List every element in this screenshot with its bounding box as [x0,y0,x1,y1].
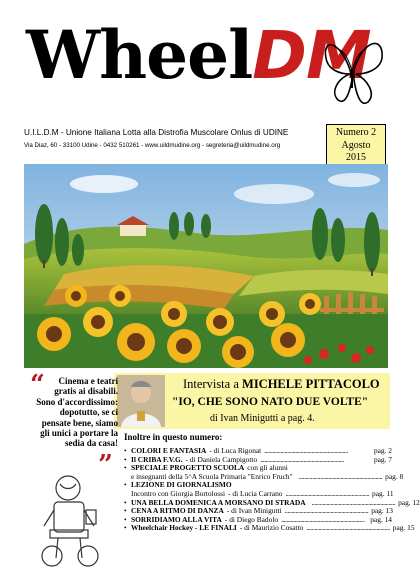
side-quote-line: dopotutto, se ci [59,407,118,418]
contents-page: pag. 2 [373,446,392,455]
issue-box [326,124,386,166]
contents-item [124,523,415,533]
contents-page: pag. 11 [372,488,394,498]
contents-title: CENA A RITMO DI DANZA [131,506,224,516]
contents-bullet: • [124,497,127,507]
contents-title: Incontro con Giorgia Bortolossi [131,488,226,498]
organization-address: Via Diaz, 60 - 33100 Udine - 0432 510261 - www.uildmudine.org - segreteria@uildmudine.org [24,142,281,149]
quote-open-icon: “ [30,370,45,400]
contents-title: Il CRIBA F.V.G. [131,454,183,464]
contents-leader: .............................................................. [284,506,369,516]
contents-page: pag. 14 [370,514,392,524]
contents-page: pag. 8 [385,471,404,481]
contents-bullet: • [124,506,127,516]
contents-bullet: • [124,523,127,533]
contents-author: - di Maurizio Cosatto [239,523,304,533]
contents-page: pag. 15 [392,523,415,533]
contents-author: - di Daniela Campigotto [185,454,258,464]
contents-title: e insegnanti della 5^A Scuola Primaria "Enrico Fruch" [131,471,293,481]
contents-leader: .............................................................. [306,523,390,533]
contents-leader: .............................................................. [311,497,396,507]
interview-title [183,377,380,392]
issue-number: Numero 2 [335,127,377,138]
contents-title: SPECIALE PROGETTO SCUOLA [131,463,245,473]
masthead-title [26,16,371,94]
contents-heading: Inoltre in questo numero: [124,432,223,442]
contents-author: - di Luca Rigonat [209,446,262,455]
contents-title: Wheelchair Hockey - LE FINALI [131,523,237,533]
contents-page: pag. 7 [373,454,392,464]
issue-month: Agosto [341,139,371,151]
interview-name: MICHELE PITTACOLO [242,377,380,391]
contents-bullet: • [124,454,127,464]
contents-page: pag. 12 [398,497,420,507]
issue-year: 2015 [346,152,366,163]
contents-author: con gli alunni [247,463,288,473]
contents-page: pag. 13 [371,506,393,516]
contents-bullet: • [124,463,127,473]
masthead-title-dm: DM [252,17,371,94]
masthead-title-wheel: Wheel [26,16,253,94]
organization-name: U.I.L.D.M - Unione Italiana Lotta alla Distrofia Muscolare Onlus di UDINE [24,128,289,137]
interview-quote: "IO, CHE SONO NATO DUE VOLTE" [172,396,369,408]
quote-close-icon: ” [98,450,113,480]
butterfly-icon [320,30,388,120]
contents-title: LEZIONE DI GIORNALISMO [131,480,232,490]
contents-leader: .............................................................. [285,488,370,498]
contents-author: - di Diego Badolo [224,514,279,524]
side-quote-line: Cinema e teatri [58,376,118,386]
side-quote [30,376,118,449]
side-quote-line: Sono d'accordissimo: [36,396,118,407]
side-quote-line: pensate bene, siamo [41,417,118,428]
contents-leader: .............................................................. [298,471,383,481]
contents-list [124,432,420,533]
contents-title: SORRIDIAMO ALLA VITA [131,514,222,524]
contents-bullet: • [124,480,127,490]
interview-byline: di Ivan Minigutti a pag. 4. [210,413,315,424]
contents-bullet: • [124,446,127,455]
wheelchair-drawing [30,470,110,570]
contents-leader: .............................................................. [264,446,348,455]
interview-intro: Intervista a [183,377,239,391]
side-quote-line: sedia da casa! [64,438,118,449]
contents-leader: .............................................................. [281,514,365,524]
side-quote-line: gratis ai disabili. [54,386,118,397]
contents-title: UNA BELLA DOMENICA A MORSANO DI STRADA [131,497,306,507]
cover-illustration [24,164,388,368]
contents-title: COLORI E FANTASIA [131,446,207,455]
contents-author: - di Ivan Minigutti [226,506,282,516]
contents-leader: .............................................................. [260,454,344,464]
interview-photo [117,375,165,427]
contents-author: - di Lucia Carrano [228,488,283,498]
contents-bullet: • [124,514,127,524]
side-quote-line: gli unici a portare la [40,428,118,439]
